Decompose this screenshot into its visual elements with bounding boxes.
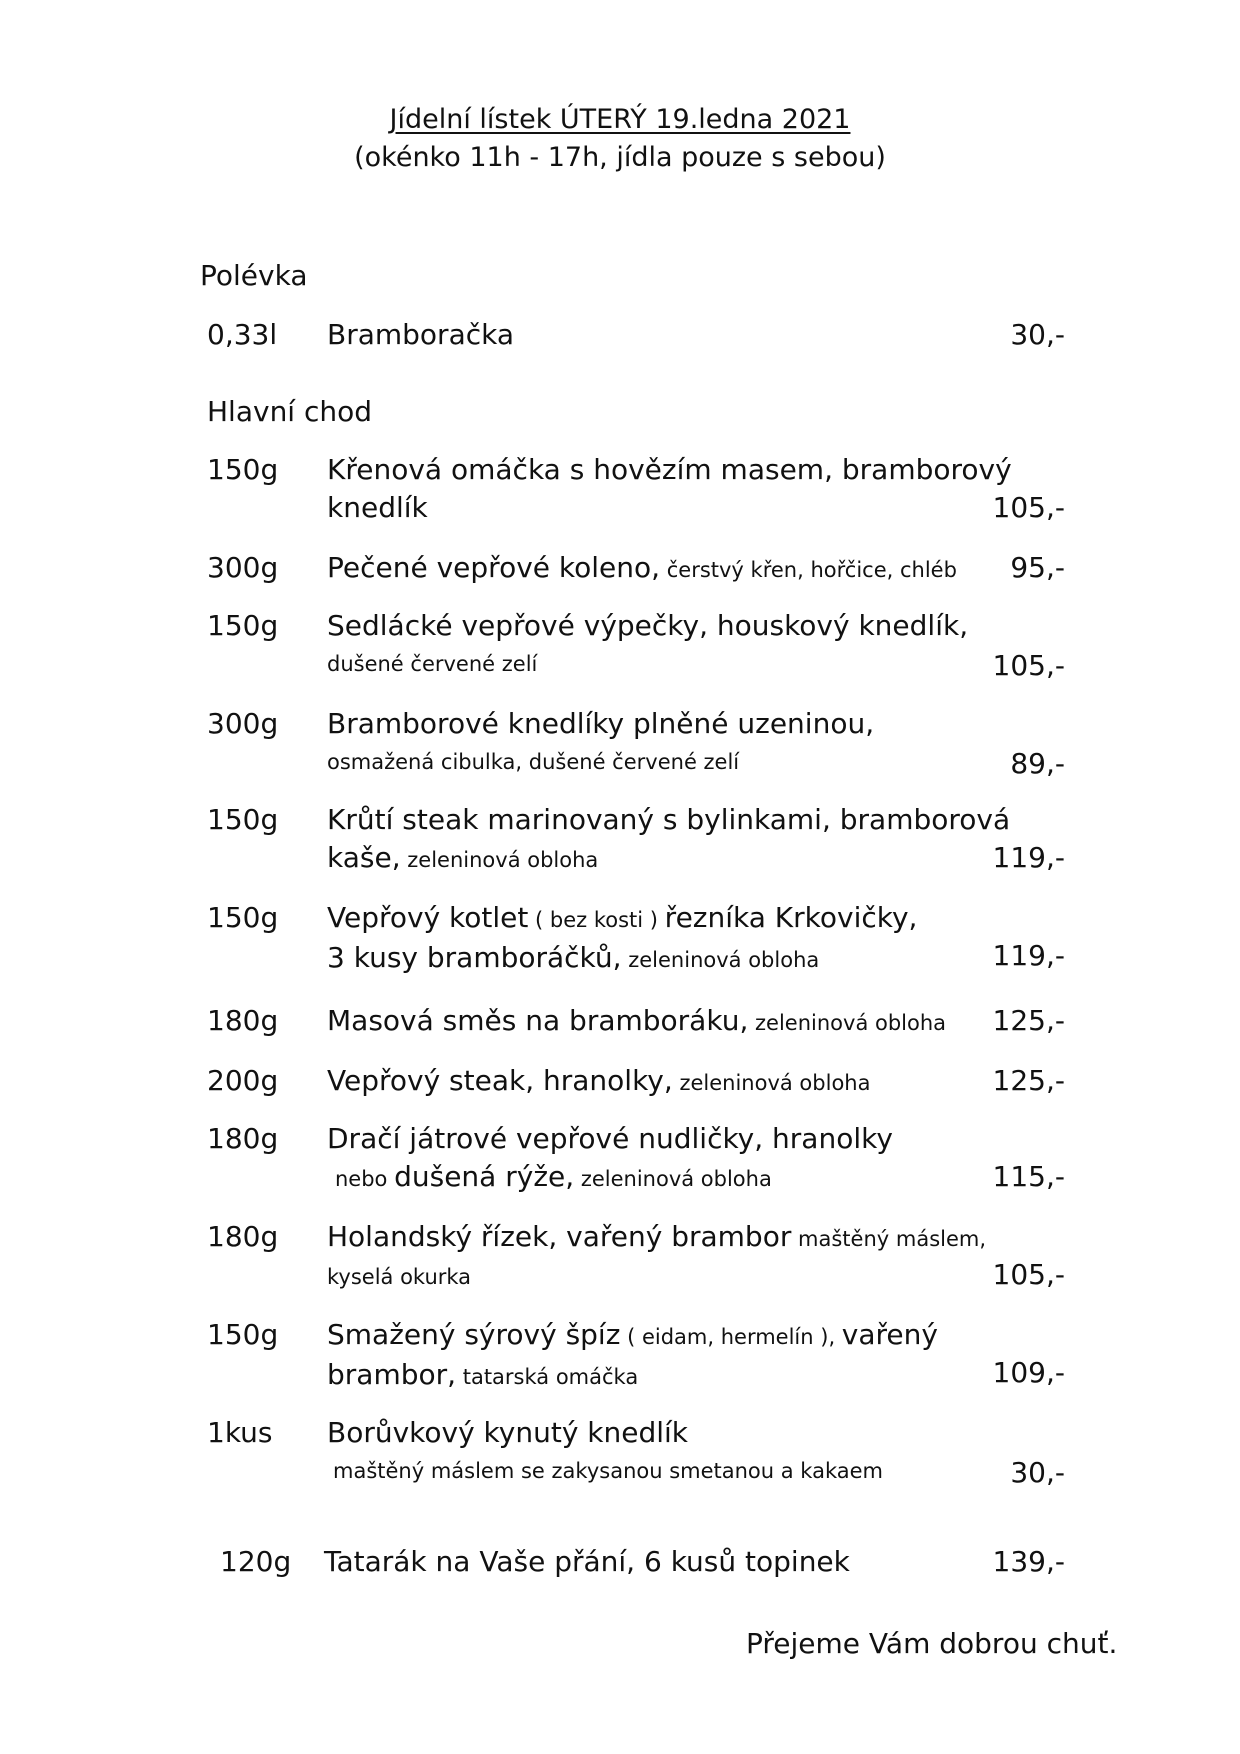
item-price: 105,- [992, 649, 1065, 682]
item-weight: 200g [207, 1064, 279, 1097]
item-weight: 150g [207, 453, 279, 486]
item-weight: 180g [207, 1122, 279, 1155]
item-price: 30,- [1010, 1456, 1065, 1489]
item-weight: 180g [207, 1220, 279, 1253]
item-price: 119,- [992, 841, 1065, 874]
section-heading-soup: Polévka [200, 259, 308, 292]
item-weight: 150g [207, 1318, 279, 1351]
item-name: Vepřový kotlet ( bez kosti ) řezníka Krkovičky, 3 kusy bramboráčků, zeleninová obloha [327, 901, 918, 974]
item-name: Smažený sýrový špíz ( eidam, hermelín ), vařený brambor, tatarská omáčka [327, 1318, 938, 1391]
item-name: Masová směs na bramboráku, zeleninová obloha [327, 1004, 947, 1037]
item-weight: 0,33l [207, 318, 278, 351]
item-name: Dračí játrové vepřové nudličky, hranolky nebo dušená rýže, zeleninová obloha [327, 1122, 893, 1193]
item-price: 30,- [1010, 318, 1065, 351]
item-weight: 1kus [207, 1416, 273, 1449]
item-weight: 120g [220, 1545, 292, 1578]
item-price: 115,- [992, 1160, 1065, 1193]
item-weight: 150g [207, 609, 279, 642]
item-price: 125,- [992, 1064, 1065, 1097]
item-price: 89,- [1010, 747, 1065, 780]
item-name: Sedlácké vepřové výpečky, houskový knedlík, dušené červené zelí [327, 609, 969, 676]
menu-title: Jídelní lístek ÚTERÝ 19.ledna 2021 [389, 104, 851, 135]
item-price: 105,- [992, 1258, 1065, 1291]
item-name: Bramboračka [327, 318, 515, 351]
item-weight: 300g [207, 707, 279, 740]
item-name: Krůtí steak marinovaný s bylinkami, bramborová kaše, zeleninová obloha [327, 803, 1011, 874]
item-weight: 150g [207, 901, 279, 934]
item-name: Vepřový steak, hranolky, zeleninová obloha [327, 1064, 871, 1097]
item-price: 119,- [992, 939, 1065, 972]
item-name: Pečené vepřové koleno, čerstvý křen, hořčice, chléb [327, 551, 957, 584]
item-name: Holandský řízek, vařený brambor maštěný máslem, kyselá okurka [327, 1220, 987, 1289]
closing-message: Přejeme Vám dobrou chuť. [746, 1627, 1118, 1660]
item-name: Křenová omáčka s hovězím masem, bramborový knedlík [327, 453, 1012, 524]
item-weight: 180g [207, 1004, 279, 1037]
item-name: Tatarák na Vaše přání, 6 kusů topinek [324, 1545, 850, 1578]
item-price: 125,- [992, 1004, 1065, 1037]
item-weight: 150g [207, 803, 279, 836]
item-price: 95,- [1010, 551, 1065, 584]
section-heading-main: Hlavní chod [207, 395, 373, 428]
item-price: 109,- [992, 1356, 1065, 1389]
menu-subtitle: (okénko 11h - 17h, jídla pouze s sebou) [354, 142, 886, 173]
item-name: Borůvkový kynutý knedlík maštěný máslem se zakysanou smetanou a kakaem [327, 1416, 884, 1483]
item-price: 105,- [992, 491, 1065, 524]
item-name: Bramborové knedlíky plněné uzeninou, osmažená cibulka, dušené červené zelí [327, 707, 875, 774]
item-weight: 300g [207, 551, 279, 584]
item-price: 139,- [992, 1545, 1065, 1578]
menu-header [0, 101, 1240, 177]
